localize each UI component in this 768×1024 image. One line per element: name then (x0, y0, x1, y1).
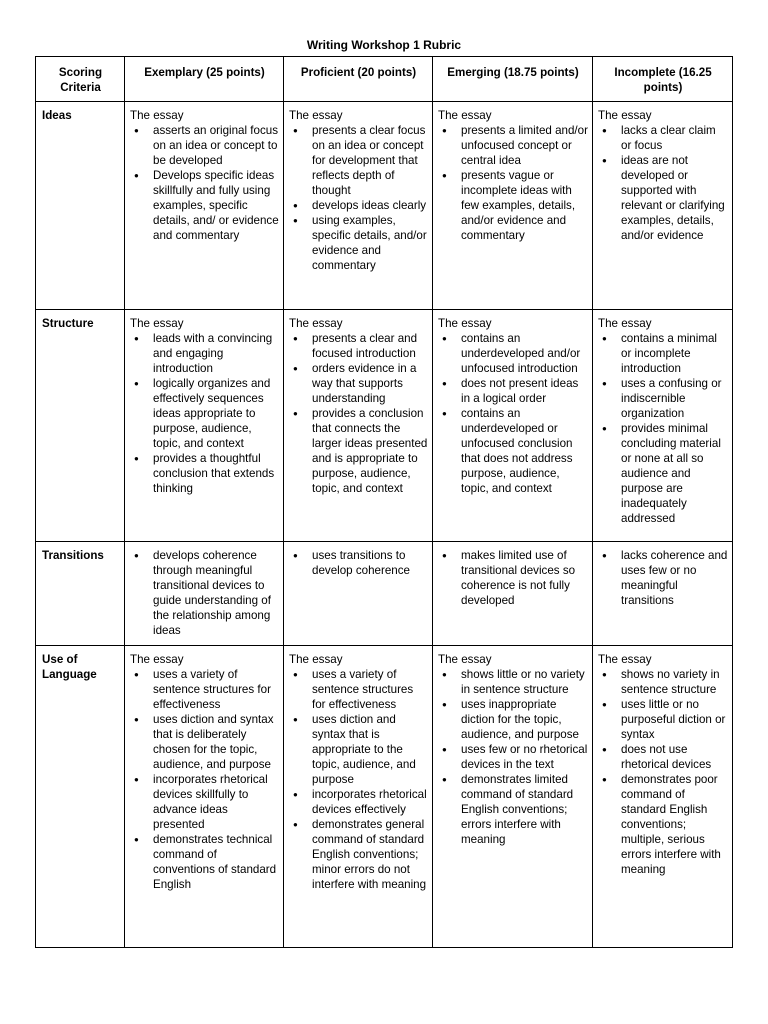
rubric-cell (593, 646, 733, 948)
criteria-item: ● incorporates rhetorical devices effectively (289, 787, 428, 817)
header-cell: Emerging (18.75 points) (433, 57, 593, 102)
rubric-cell (125, 310, 284, 542)
criteria-item: ● uses few or no rhetorical devices in the text (438, 742, 588, 772)
criteria-item: ● provides a thoughtful conclusion that extends thinking (130, 451, 279, 496)
criteria-item: ● demonstrates limited command of standard English conventions; errors interfere with meaning (438, 772, 588, 847)
criteria-item: ● shows no variety in sentence structure (598, 667, 728, 697)
criteria-list (130, 123, 279, 243)
criteria-list (438, 548, 588, 608)
rubric-cell (433, 542, 593, 646)
rubric-cell (433, 310, 593, 542)
criteria-item: ● uses transitions to develop coherence (289, 548, 428, 578)
cell-intro: The essay (598, 653, 652, 666)
rubric-cell (593, 102, 733, 310)
rubric-cell (125, 646, 284, 948)
criteria-item: ● orders evidence in a way that supports understanding (289, 361, 428, 406)
criteria-item: ● presents a clear and focused introduction (289, 331, 428, 361)
criteria-list (598, 667, 728, 877)
criteria-item: ● demonstrates general command of standard English conventions; minor errors do not interfere with meaning (289, 817, 428, 892)
cell-intro: The essay (130, 653, 184, 666)
page-title: Writing Workshop 1 Rubric (306, 38, 462, 52)
header-cell: Proficient (20 points) (284, 57, 433, 102)
criterion-cell: Ideas (36, 102, 125, 310)
rubric-cell (284, 542, 433, 646)
rubric-row (36, 646, 733, 948)
criterion-cell: Structure (36, 310, 125, 542)
criteria-item: ● demonstrates poor command of standard English conventions; multiple, serious errors interfere with meaning (598, 772, 728, 877)
criterion-cell: Use of Language (36, 646, 125, 948)
cell-intro: The essay (289, 317, 343, 330)
criteria-item: ● ideas are not developed or supported with relevant or clarifying examples, details, and/or evidence (598, 153, 728, 243)
criteria-item: ● uses little or no purposeful diction or syntax (598, 697, 728, 742)
criteria-item: ● uses inappropriate diction for the topic, audience, and purpose (438, 697, 588, 742)
criteria-item: ● uses a variety of sentence structures for effectiveness (289, 667, 428, 712)
criteria-list (289, 667, 428, 892)
cell-intro: The essay (438, 109, 492, 122)
criteria-item: ● lacks a clear claim or focus (598, 123, 728, 153)
criteria-item: ● using examples, specific details, and/or evidence and commentary (289, 213, 428, 273)
criteria-item: ● uses a variety of sentence structures for effectiveness (130, 667, 279, 712)
criteria-list (598, 548, 728, 608)
criteria-item: ● shows little or no variety in sentence structure (438, 667, 588, 697)
criteria-item: ● incorporates rhetorical devices skillfully to advance ideas presented (130, 772, 279, 832)
criteria-item: ● Develops specific ideas skillfully and fully using examples, specific details, and/ or evidence and commentary (130, 168, 279, 243)
rubric-cell (125, 102, 284, 310)
rubric-cell (433, 646, 593, 948)
criteria-item: ● uses diction and syntax that is deliberately chosen for the topic, audience, and purpose (130, 712, 279, 772)
criteria-list (598, 331, 728, 526)
rubric-cell (284, 310, 433, 542)
criteria-item: ● contains an underdeveloped and/or unfocused introduction (438, 331, 588, 376)
rubric-row (36, 542, 733, 646)
criteria-item: ● asserts an original focus on an idea or concept to be developed (130, 123, 279, 168)
header-cell: Exemplary (25 points) (125, 57, 284, 102)
criteria-item: ● provides minimal concluding material or none at all so audience and purpose are inadequately addressed (598, 421, 728, 526)
cell-intro: The essay (598, 317, 652, 330)
cell-intro: The essay (289, 109, 343, 122)
criteria-item: ● does not present ideas in a logical order (438, 376, 588, 406)
rubric-row (36, 102, 733, 310)
cell-intro: The essay (130, 317, 184, 330)
criteria-item: ● uses diction and syntax that is appropriate to the topic, audience, and purpose (289, 712, 428, 787)
criteria-item: ● contains an underdeveloped or unfocused conclusion that does not address purpose, audience, topic, and context (438, 406, 588, 496)
criteria-list (130, 667, 279, 892)
criteria-list (438, 123, 588, 243)
rubric-cell (433, 102, 593, 310)
header-cell: Incomplete (16.25 points) (593, 57, 733, 102)
criteria-item: ● does not use rhetorical devices (598, 742, 728, 772)
criteria-item: ● leads with a convincing and engaging introduction (130, 331, 279, 376)
rubric-cell (125, 542, 284, 646)
rubric-cell (593, 310, 733, 542)
criteria-item: ● presents a limited and/or unfocused concept or central idea (438, 123, 588, 168)
cell-intro: The essay (130, 109, 184, 122)
criteria-list (289, 331, 428, 496)
criteria-list (598, 123, 728, 243)
criteria-list (289, 548, 428, 578)
criteria-list (289, 123, 428, 273)
header-cell: Scoring Criteria (36, 57, 125, 102)
criteria-item: ● lacks coherence and uses few or no meaningful transitions (598, 548, 728, 608)
criteria-item: ● provides a conclusion that connects the larger ideas presented and is appropriate to purpose, audience, topic, and context (289, 406, 428, 496)
cell-intro: The essay (598, 109, 652, 122)
criteria-list (438, 667, 588, 847)
criteria-item: ● develops ideas clearly (289, 198, 428, 213)
cell-intro: The essay (438, 653, 492, 666)
rubric-cell (284, 102, 433, 310)
cell-intro: The essay (438, 317, 492, 330)
rubric-cell (284, 646, 433, 948)
criteria-item: ● contains a minimal or incomplete introduction (598, 331, 728, 376)
criteria-item: ● logically organizes and effectively sequences ideas appropriate to purpose, audience, topic, and context (130, 376, 279, 451)
cell-intro: The essay (289, 653, 343, 666)
criteria-item: ● uses a confusing or indiscernible organization (598, 376, 728, 421)
rubric-row (36, 310, 733, 542)
rubric-body (36, 102, 733, 948)
criteria-item: ● demonstrates technical command of conventions of standard English (130, 832, 279, 892)
criteria-item: ● presents a clear focus on an idea or concept for development that reflects depth of thought (289, 123, 428, 198)
criteria-item: ● presents vague or incomplete ideas with few examples, details, and/or evidence and commentary (438, 168, 588, 243)
criteria-list (130, 548, 279, 638)
criteria-item: ● develops coherence through meaningful transitional devices to guide understanding of the relationship among ideas (130, 548, 279, 638)
header-row (36, 57, 733, 102)
criteria-item: ● makes limited use of transitional devices so coherence is not fully developed (438, 548, 588, 608)
rubric-table (35, 56, 733, 948)
rubric-cell (593, 542, 733, 646)
criteria-list (130, 331, 279, 496)
criteria-list (438, 331, 588, 496)
criterion-cell: Transitions (36, 542, 125, 646)
